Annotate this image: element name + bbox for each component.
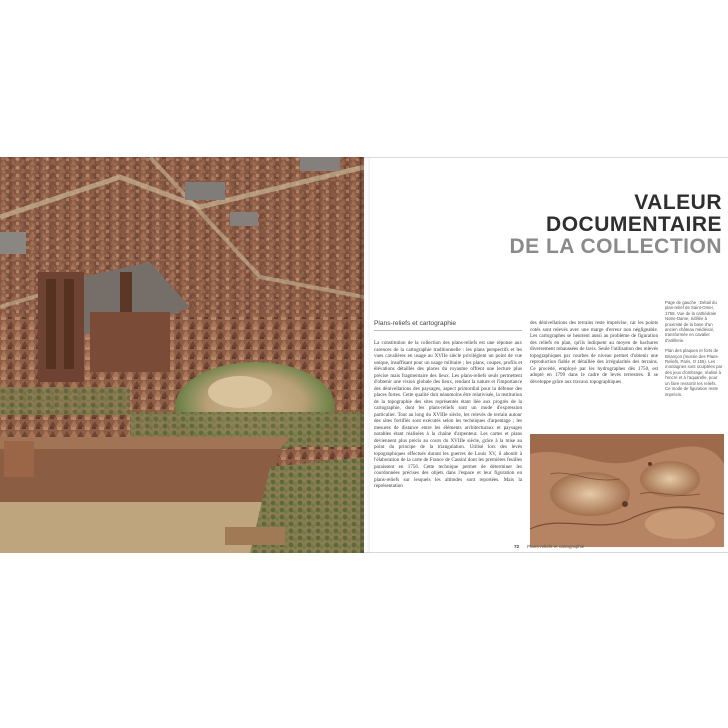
body-column-1: La constitution de la collection des plans-reliefs est une réponse aux carences de la cartographie traditionnelle : les plans perspectifs et les vues cavalières en usage au XVIIe siècle privilégient un point de vue unique, insuffisant pour un usage militaire ; les plans, coupes, profils et élévations détaillés des places du royaume offrent une lecture plus précise mais fragmentaire des lieux. Les plans-reliefs seuls permettent d'obtenir une vision globale des lieux, rendant la nature et l'importance des dénivellations des paysages, aspect primordial pour la défense des places fortes. Cette qualité doit néanmoins être relativisée, la restitution de la topographie des sites représentés étant liée aux progrès de la cartographie, dont les plans-reliefs sont un mode d'expression particulier. Tout au long du XVIIIe siècle, les relevés de terrain autour des sites fortifiés sont exécutés selon les techniques d'arpentage ; les mesures de distance entre les éléments architecturaux et paysages notables étant réalisées à la chaîne d'arpenteur. Les cartes et plans deviennent plus précis au cours du XVIIIe siècle, grâce à la mise au point du principe de la triangulation. Utilisé lors des levés topographiques effectués durant les guerres de Louis XV, il aboutit à l'élaboration de la carte de France de Cassini dont les premières feuilles paraissent en 1756. Cette technique permet de déterminer les coordonnées précises des objets dans l'espace et leur figuration en plans-reliefs sur lesquels les altitudes sont reportées. Mais la représentation [374, 340, 522, 489]
body-column-2: des dénivellations des terrains reste imprécise, car les points cotés sont relevés avec une marge d'erreur non négligeable. Les cartographes se heurtent aussi au problème de figuration des reliefs en plan, qu'ils indiquent au moyen de hachures diversement rehaussées de lavis. Seule l'utilisation des relevés topographiques par courbes de niveau permet d'obtenir une reproduction fiable et détaillée des irrégularités des terrains. Ce procédé, employé par les hydrographes dès 1750, est adopté en 1799 dans le cadre de levés terrestres. Il se développe grâce aux travaux topographiques [530, 320, 658, 385]
book-gutter-shadow [360, 157, 370, 553]
section-rule [374, 330, 522, 331]
section-heading: Plans-reliefs et cartographie [374, 320, 457, 327]
title-line-1: VALEUR [634, 191, 722, 214]
page-number: 72 [514, 544, 520, 549]
chapter-title [509, 192, 722, 258]
book-spread [0, 157, 728, 553]
title-line-3: DE LA COLLECTION [509, 235, 722, 258]
title-line-2: DOCUMENTAIRE [546, 213, 722, 236]
page-footer [514, 544, 584, 549]
caption-inset-map: Plan des plaques et forts de Briançon (musée des Plans-Reliefs, Paris, O 155). Les montagnes sont sculptées par des jeux d'ombrage, réalisé à l'encre et à l'aquarelle, pour un faire ressortir les reliefs. Ce mode de figuration reste imprécis. [665, 348, 723, 397]
running-footer: Plans-reliefs et cartographie [527, 544, 585, 549]
captions [665, 300, 723, 402]
caption-left-page: Page de gauche : Détail du plan-relief de Saint-Omer, 1758. Vue de la cathédrale Notre-Dame, édifiée à proximité de la base d'un ancien château médiéval, transformée en cavalier d'artillerie. [665, 300, 717, 343]
left-page-photo [0, 157, 364, 553]
relief-map-image [530, 434, 724, 547]
right-page [364, 157, 728, 553]
plan-relief-model-image [0, 157, 364, 553]
